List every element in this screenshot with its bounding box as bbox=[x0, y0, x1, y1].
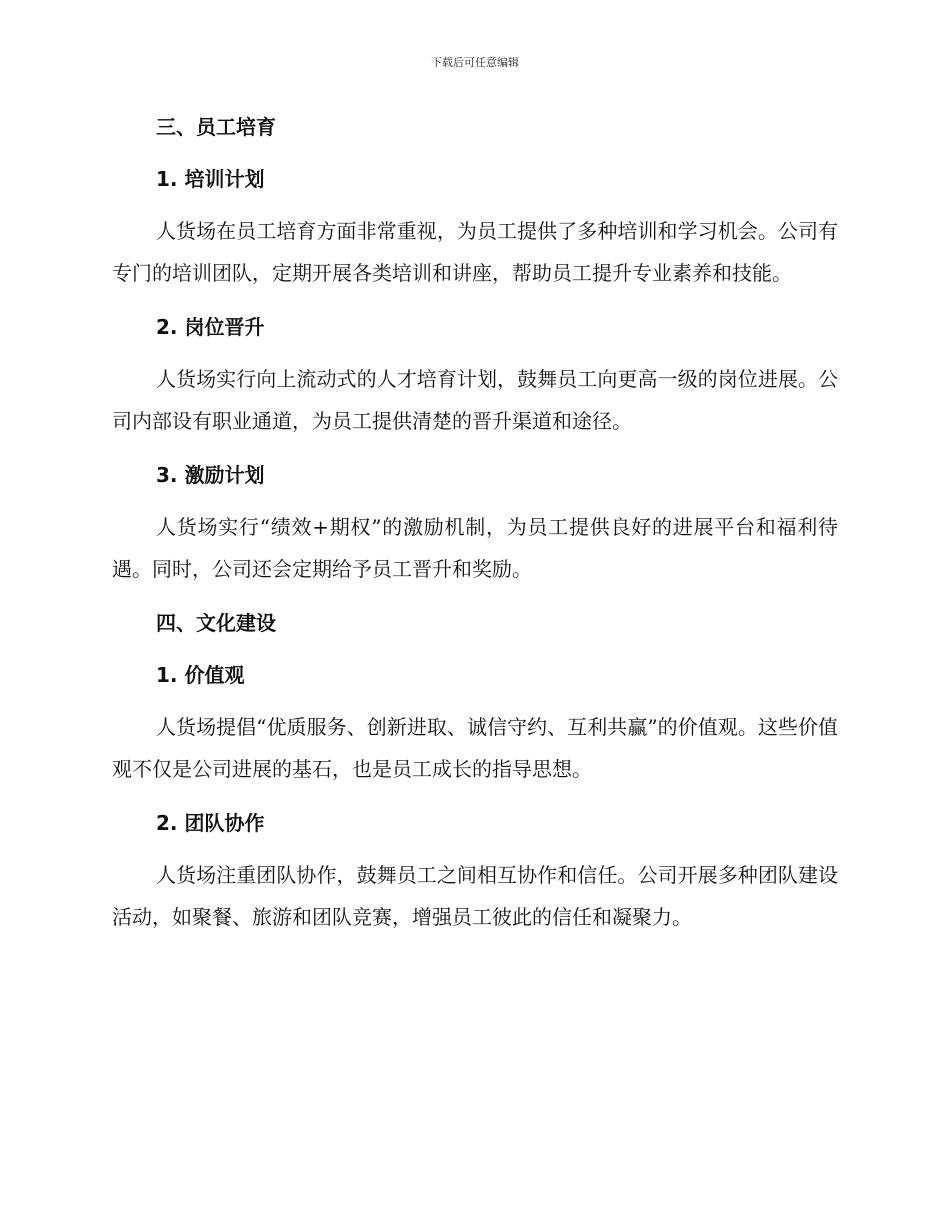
section-title-staff-development: 三、员工培育 bbox=[156, 115, 276, 139]
section-title-culture: 四、文化建设 bbox=[156, 611, 276, 635]
subsection-title-training-plan: 1. 培训计划 bbox=[156, 167, 265, 191]
page-header-note: 下载后可任意编辑 bbox=[431, 56, 519, 69]
paragraph-teamwork: 人货场注重团队协作，鼓舞员工之间相互协作和信任。公司开展多种团队建设活动，如聚餐、旅游和团队竞赛，增强员工彼此的信任和凝聚力。 bbox=[112, 863, 838, 929]
subsection-title-teamwork: 2. 团队协作 bbox=[156, 811, 265, 835]
subsection-title-promotion: 2. 岗位晋升 bbox=[156, 315, 265, 339]
subsection-title-incentive: 3. 激励计划 bbox=[156, 463, 265, 487]
paragraph-incentive: 人货场实行“绩效+期权”的激励机制，为员工提供良好的进展平台和福利待遇。同时，公司还会定期给予员工晋升和奖励。 bbox=[112, 515, 838, 581]
document-body bbox=[112, 108, 838, 952]
paragraph-values: 人货场提倡“优质服务、创新进取、诚信守约、互利共赢”的价值观。这些价值观不仅是公司进展的基石，也是员工成长的指导思想。 bbox=[112, 715, 838, 781]
paragraph-training-plan: 人货场在员工培育方面非常重视，为员工提供了多种培训和学习机会。公司有专门的培训团队，定期开展各类培训和讲座，帮助员工提升专业素养和技能。 bbox=[112, 219, 838, 285]
paragraph-promotion: 人货场实行向上流动式的人才培育计划，鼓舞员工向更高一级的岗位进展。公司内部设有职业通道，为员工提供清楚的晋升渠道和途径。 bbox=[112, 367, 838, 433]
subsection-title-values: 1. 价值观 bbox=[156, 663, 245, 687]
